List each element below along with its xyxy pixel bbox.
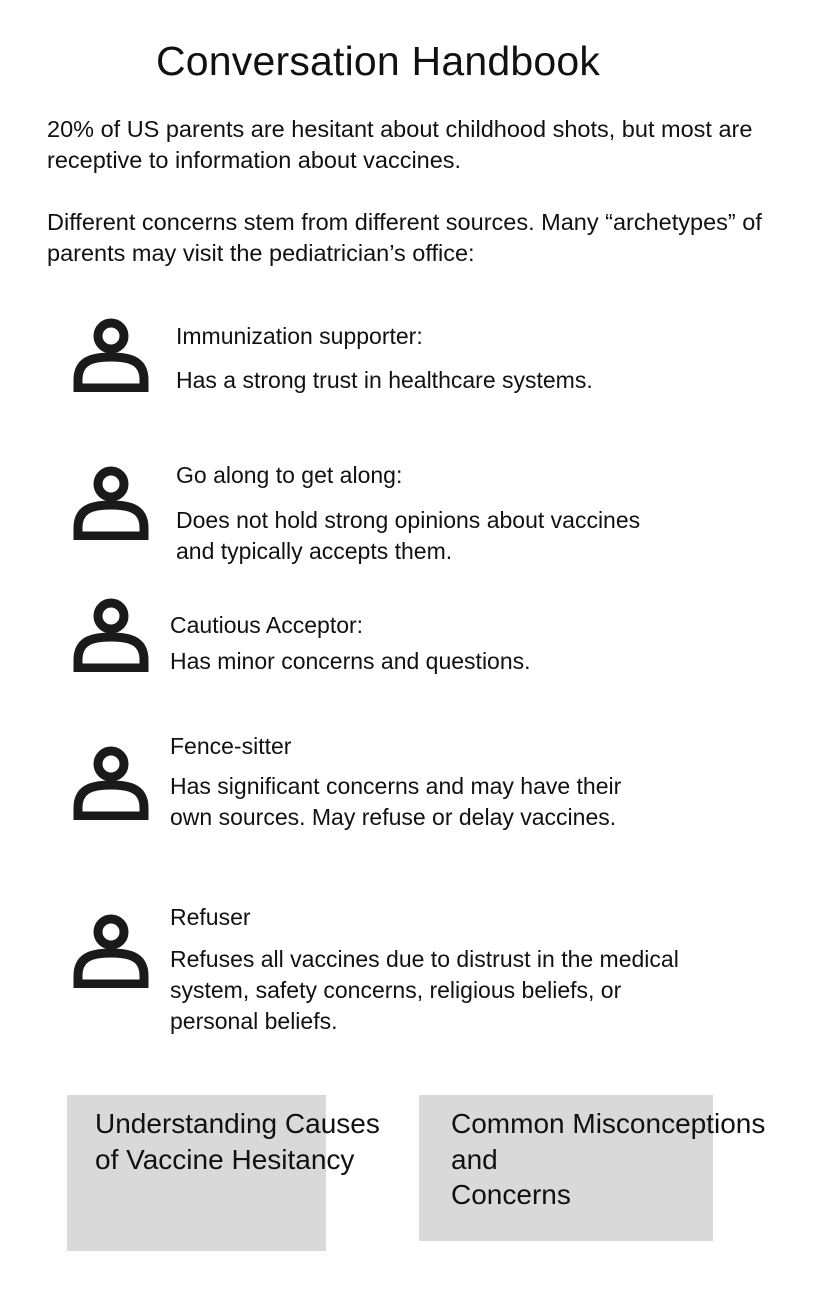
archetype-description: Refuses all vaccines due to distrust in the medical system, safety concerns, religious beliefs, or personal beliefs. xyxy=(170,946,679,1034)
intro-paragraph-archetypes: Different concerns stem from different sources. Many “archetypes” of parents may visit the pediatrician’s office: xyxy=(47,209,762,266)
archetype-heading: Refuser xyxy=(170,904,251,930)
archetype-description: Has minor concerns and questions. xyxy=(170,648,531,674)
intro-paragraph-stats: 20% of US parents are hesitant about childhood shots, but most are receptive to information about vaccines. xyxy=(47,116,753,173)
tile-label-text: Understanding Causes of Vaccine Hesitancy xyxy=(95,1108,380,1175)
archetype-heading: Go along to get along: xyxy=(176,462,403,488)
archetype-heading: Fence-sitter xyxy=(170,733,292,759)
person-icon xyxy=(72,314,152,392)
archetype-description: Does not hold strong opinions about vaccines and typically accepts them. xyxy=(176,507,641,564)
person-icon xyxy=(72,742,152,820)
archetype-description: Has a strong trust in healthcare systems. xyxy=(176,367,593,393)
person-icon xyxy=(72,594,152,672)
archetype-heading: Cautious Acceptor: xyxy=(170,612,364,638)
person-icon xyxy=(72,462,152,540)
archetype-description: Has significant concerns and may have their own sources. May refuse or delay vaccines. xyxy=(170,773,622,830)
archetype-heading: Immunization supporter: xyxy=(176,323,423,349)
tile-label-text: Common Misconceptions and Concerns xyxy=(451,1108,766,1210)
tile-label-understanding-causes[interactable] xyxy=(95,1106,380,1177)
page-title: Conversation Handbook xyxy=(155,38,601,84)
tile-label-common-misconceptions[interactable] xyxy=(451,1106,765,1213)
person-icon xyxy=(72,910,152,988)
